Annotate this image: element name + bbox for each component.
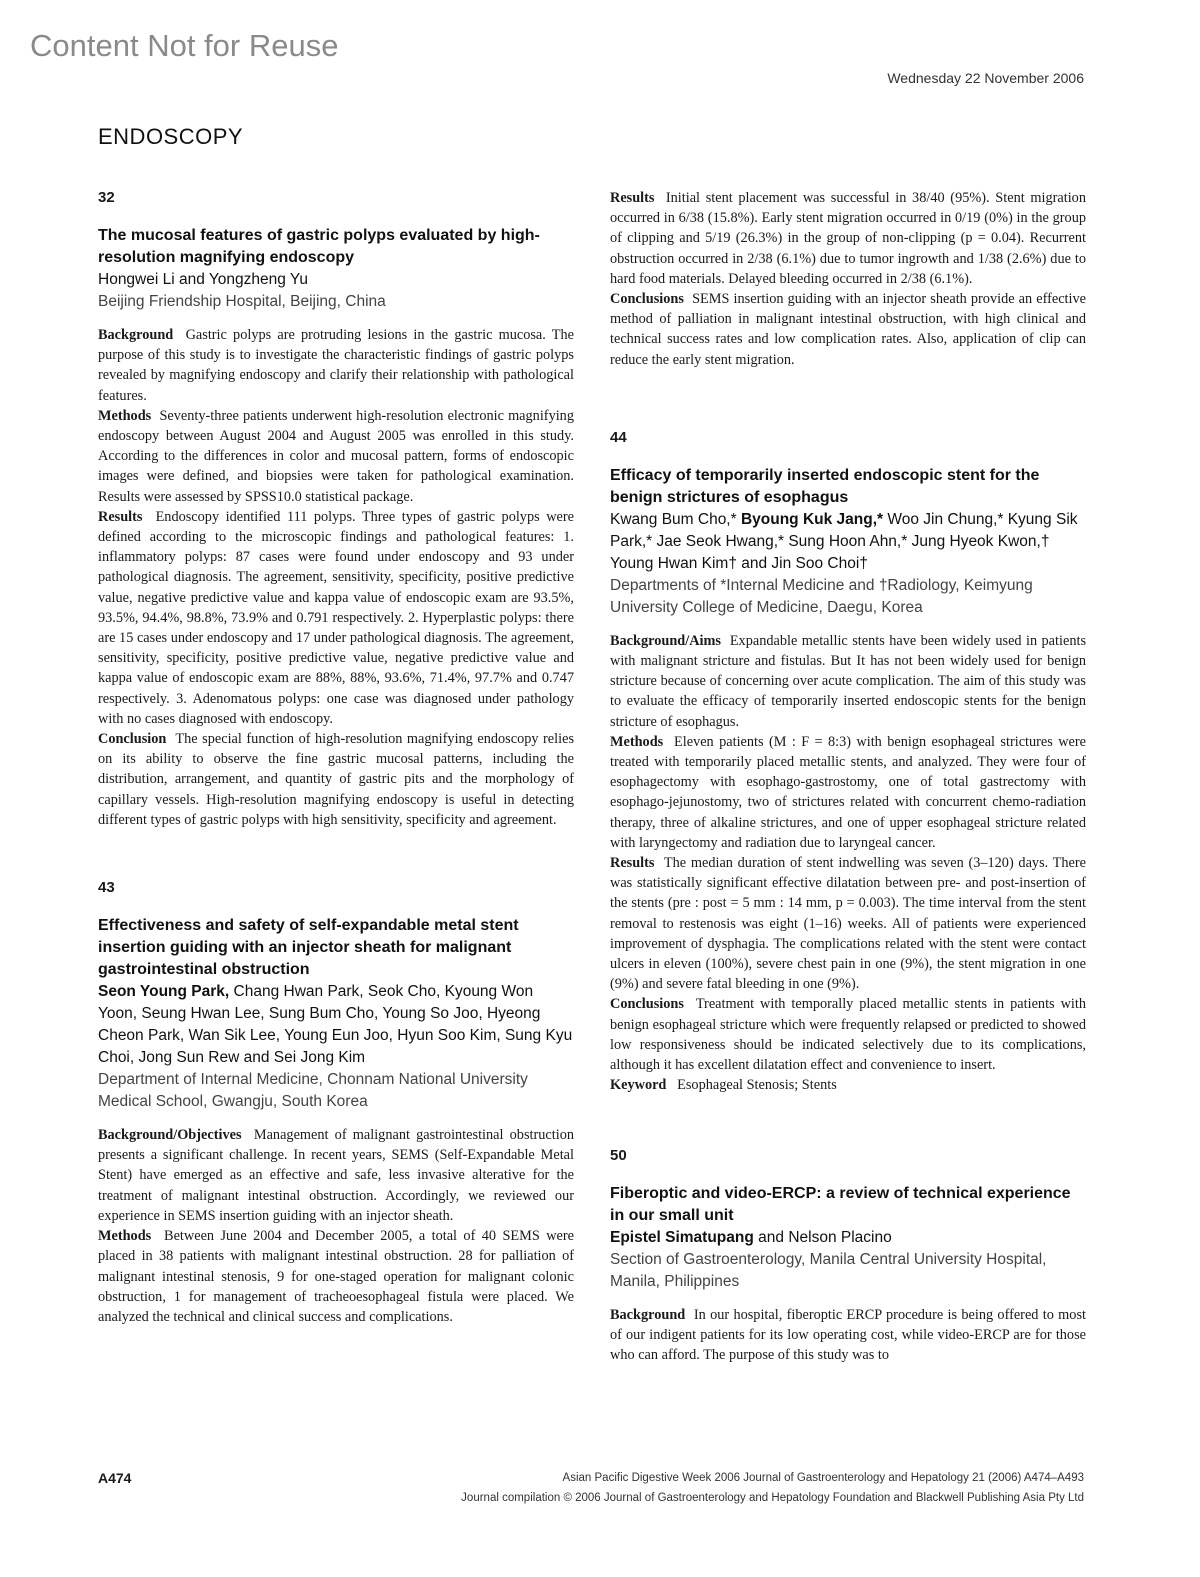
- section-title: ENDOSCOPY: [98, 124, 244, 149]
- copyright-line: Journal compilation © 2006 Journal of Gastroenterology and Hepatology Foundation and Blackwell Publishing Asia Pty Ltd: [461, 1492, 1084, 1504]
- methods-text: Seventy-three patients underwent high-resolution electronic magnifying endoscopy between August 2004 and August 2005 was enrolled in this study. According to the differences in color and mucosal pattern, forms of endoscopic images were defined, and biopsies were taken for pathological examination. Results were assessed by SPSS10.0 statistical package.: [98, 407, 574, 505]
- abstract-affiliation: Section of Gastroenterology, Manila Central University Hospital, Manila, Philippines: [610, 1250, 1047, 1290]
- conclusion-paragraph: [98, 729, 574, 830]
- background-paragraph: [98, 325, 574, 406]
- results-paragraph: [98, 507, 574, 729]
- methods-label: Methods: [98, 407, 152, 424]
- results-text: Endoscopy identified 111 polyps. Three types of gastric polyps were defined according to the microscopic findings and pathological features: 1. inflammatory polyps: 87 cases were found under endoscopy and 93 under pathological diagnosis. The agreement, sensitivity, specificity, positive predictive value, negative predictive value and kappa value of endoscopic exam are 93.5%, 93.5%, 94.4%, 98.8%, 73.9% and 0.791 respectively. 2. Hyperplastic polyps: there are 15 cases under endoscopy and 17 under pathological diagnosis. The agreement, sensitivity, specificity, positive predictive value, negative predictive value and kappa value of endoscopic exam are 88%, 88%, 93.6%, 71.4%, 97.7% and 0.747 respectively. 3. Adenomatous polyps: one case was diagnosed under pathology with no cases diagnosed with endoscopy.: [98, 508, 574, 727]
- co-authors: Woo Jin Chung,* Kyung Sik Park,* Jae Seok Hwang,* Sung Hoon Ahn,* Jung Hyeok Kwon,† Young Hwan Kim† and Jin Soo Choi†: [610, 510, 1078, 572]
- abstract-authors: [610, 509, 1086, 575]
- presenting-author: Epistel Simatupang: [610, 1228, 754, 1246]
- abstract-title: Fiberoptic and video-ERCP: a review of technical experience in our small unit: [610, 1184, 1071, 1224]
- methods-text: Between June 2004 and December 2005, a total of 40 SEMS were placed in 38 patients with malignant intestinal obstruction. 28 for palliation of malignant intestinal stenosis, 9 for one-staged operation for malignant colonic obstruction, 1 for management of tracheoesophageal fistula were placed. We analyzed the technical and clinical success and complications.: [98, 1228, 574, 1325]
- background-paragraph: [98, 1125, 574, 1226]
- left-column: [98, 188, 574, 1327]
- abstract-authors: Hongwei Li and Yongzheng Yu: [98, 271, 309, 288]
- background-text: Expandable metallic stents have been widely used in patients with malignant stricture and fistulas. But It has not been widely used for benign stricture because of concerning over acute complication. The aim of this study was to evaluate the efficacy of temporarily inserted endoscopic stents for the benign stricture of esophagus.: [610, 632, 1087, 730]
- abstract-authors: [610, 1227, 1086, 1249]
- background-paragraph: [610, 1305, 1086, 1366]
- results-paragraph: [610, 853, 1086, 994]
- results-text: The median duration of stent indwelling was seven (3–120) days. There was statistically significant effective dilatation between pre- and post-insertion of the stents (pre : post = 5 mm : 14 mm, p = 0.003). The time interval from the stent removal to restenosis was eight (1–16) weeks. All of patients were experienced improvement of dysphagia. The complications related with the stent were contact ulcers in eleven (100%), severe chest pain in one (9%), the stent migration in one (9%) and severe fatal bleeding in one (9%).: [610, 855, 1086, 993]
- co-authors: Chang Hwan Park, Seok Cho, Kyoung Won Yoon, Seung Hwan Lee, Sung Bum Cho, Young So Joo, Hyeong Cheon Park, Wan Sik Lee, Young Eun Joo, Hyun Soo Kim, Sung Kyu Choi, Jong Sun Rew and Sei Jong Kim: [98, 983, 573, 1067]
- abstract-affiliation: Department of Internal Medicine, Chonnam National University Medical School, Gwangju, South Korea: [98, 1071, 528, 1111]
- page-number: A474: [98, 1470, 132, 1486]
- abstract-43-continued: [610, 188, 1086, 370]
- background-text: In our hospital, fiberoptic ERCP procedure is being offered to most of our indigent patients for its low operating cost, while video-ERCP are for those who can afford. The purpose of this study was to: [610, 1306, 1086, 1363]
- results-label: Results: [610, 855, 655, 872]
- conclusion-text: The special function of high-resolution magnifying endoscopy relies on its ability to observe the fine gastric mucosal patterns, including the distribution, arrangement, and quantity of gastric pits and the morphology of capillary vessels. High-resolution magnifying endoscopy is useful in detecting different types of gastric polyps with high sensitivity, specificity and agreement.: [98, 731, 575, 828]
- results-label: Results: [98, 508, 143, 525]
- methods-paragraph: [610, 732, 1086, 853]
- presenting-author: Byoung Kuk Jang,*: [740, 510, 884, 528]
- keyword-label: Keyword: [610, 1077, 667, 1094]
- methods-paragraph: [98, 406, 574, 507]
- keyword-text: Esophageal Stenosis; Stents: [677, 1077, 837, 1094]
- background-label: Background/Objectives: [98, 1127, 242, 1144]
- background-paragraph: [610, 631, 1086, 732]
- conclusions-paragraph: [610, 994, 1086, 1075]
- results-text: Initial stent placement was successful in 38/40 (95%). Stent migration occurred in 6/38 (15.8%). Early stent migration occurred in 0/19 (0%) in the group of clipping and 5/19 (26.3%) in the group of non-clipping (p = 0.04). Recurrent obstruction occurred in 2/38 (6.1%) due to tumor ingrowth and 1/38 (2.6%) due to hard food materials. Delayed bleeding occurred in 2/38 (6.1%).: [610, 190, 1086, 287]
- abstract-title: The mucosal features of gastric polyps evaluated by high-resolution magnifying endoscopy: [98, 227, 540, 266]
- keyword-paragraph: [610, 1075, 1086, 1095]
- abstract-number: 50: [610, 1146, 627, 1164]
- background-label: Background/Aims: [610, 632, 721, 649]
- presenting-author: Seon Young Park,: [98, 983, 230, 1001]
- methods-text: Eleven patients (M : F = 8:3) with benign esophageal strictures were treated with temporarily placed metallic stents, and analyzed. They were four of esophagectomy with esophago-gastrostomy, one of total gastrectomy with esophago-jejunostomy, two of strictures related with concurrent chemo-radiation therapy, three of alkaline strictures, and one of upper esophageal stricture related with laryngectomy and radiation due to laryngeal cancer.: [610, 733, 1086, 851]
- results-label: Results: [610, 190, 655, 206]
- abstract-44: [610, 428, 1086, 1096]
- right-column: [610, 188, 1086, 1365]
- background-text: Gastric polyps are protruding lesions in the gastric mucosa. The purpose of this study is to investigate the characteristic findings of gastric polyps revealed by magnifying endoscopy and clarify their relationship with pathological features.: [98, 327, 574, 404]
- abstract-title: Efficacy of temporarily inserted endoscopic stent for the benign strictures of esophagus: [610, 466, 1040, 506]
- issue-date: Wednesday 22 November 2006: [887, 70, 1084, 86]
- background-label: Background: [98, 327, 174, 343]
- background-label: Background: [610, 1306, 686, 1323]
- background-text: Management of malignant gastrointestinal obstruction presents a significant challenge. In recent years, SEMS (Self-Expandable Metal Stent) have emerged as an effective and safe, less invasive alterative for the treatment of malignant intestinal obstruction. Accordingly, we reviewed our experience in SEMS insertion guiding with an injector sheath.: [98, 1127, 574, 1224]
- abstract-32: [98, 188, 574, 830]
- journal-citation: Asian Pacific Digestive Week 2006 Journal of Gastroenterology and Hepatology 21 (2006) A474–A493: [562, 1472, 1084, 1484]
- abstract-affiliation: Departments of *Internal Medicine and †Radiology, Keimyung University College of Medicine, Daegu, Korea: [610, 576, 1033, 616]
- abstract-43: [98, 878, 574, 1327]
- abstract-number: 32: [98, 189, 115, 206]
- methods-label: Methods: [98, 1228, 152, 1245]
- abstract-affiliation: Beijing Friendship Hospital, Beijing, China: [98, 293, 386, 310]
- abstract-authors: [98, 981, 574, 1069]
- methods-paragraph: [98, 1226, 574, 1327]
- abstract-50: [610, 1146, 1086, 1366]
- conclusion-label: Conclusion: [98, 731, 167, 748]
- conclusions-paragraph: [610, 289, 1086, 370]
- methods-label: Methods: [610, 733, 664, 750]
- conclusions-label: Conclusions: [610, 996, 684, 1013]
- co-authors: and Nelson Placino: [753, 1228, 892, 1246]
- first-author: Kwang Bum Cho,*: [610, 510, 741, 528]
- conclusions-label: Conclusions: [610, 291, 684, 308]
- abstract-number: 43: [98, 879, 115, 897]
- abstract-number: 44: [610, 428, 627, 446]
- conclusions-text: SEMS insertion guiding with an injector sheath provide an effective method of palliation in malignant intestinal obstruction, with high clinical and technical success rates and low complication rates. Also, application of clip can reduce the early stent migration.: [610, 291, 1086, 368]
- abstract-title: Effectiveness and safety of self-expandable metal stent insertion guiding with an injector sheath for malignant gastrointestinal obstruction: [98, 917, 519, 979]
- conclusions-text: Treatment with temporally placed metallic stents in patients with benign esophageal stricture which were frequently relapsed or predicted to showed low responsiveness should be indicated selectively due to its complications, although it has excellent dilatation effect and convenience to insert.: [610, 996, 1086, 1074]
- results-paragraph: [610, 188, 1086, 289]
- watermark: Content Not for Reuse: [30, 28, 339, 63]
